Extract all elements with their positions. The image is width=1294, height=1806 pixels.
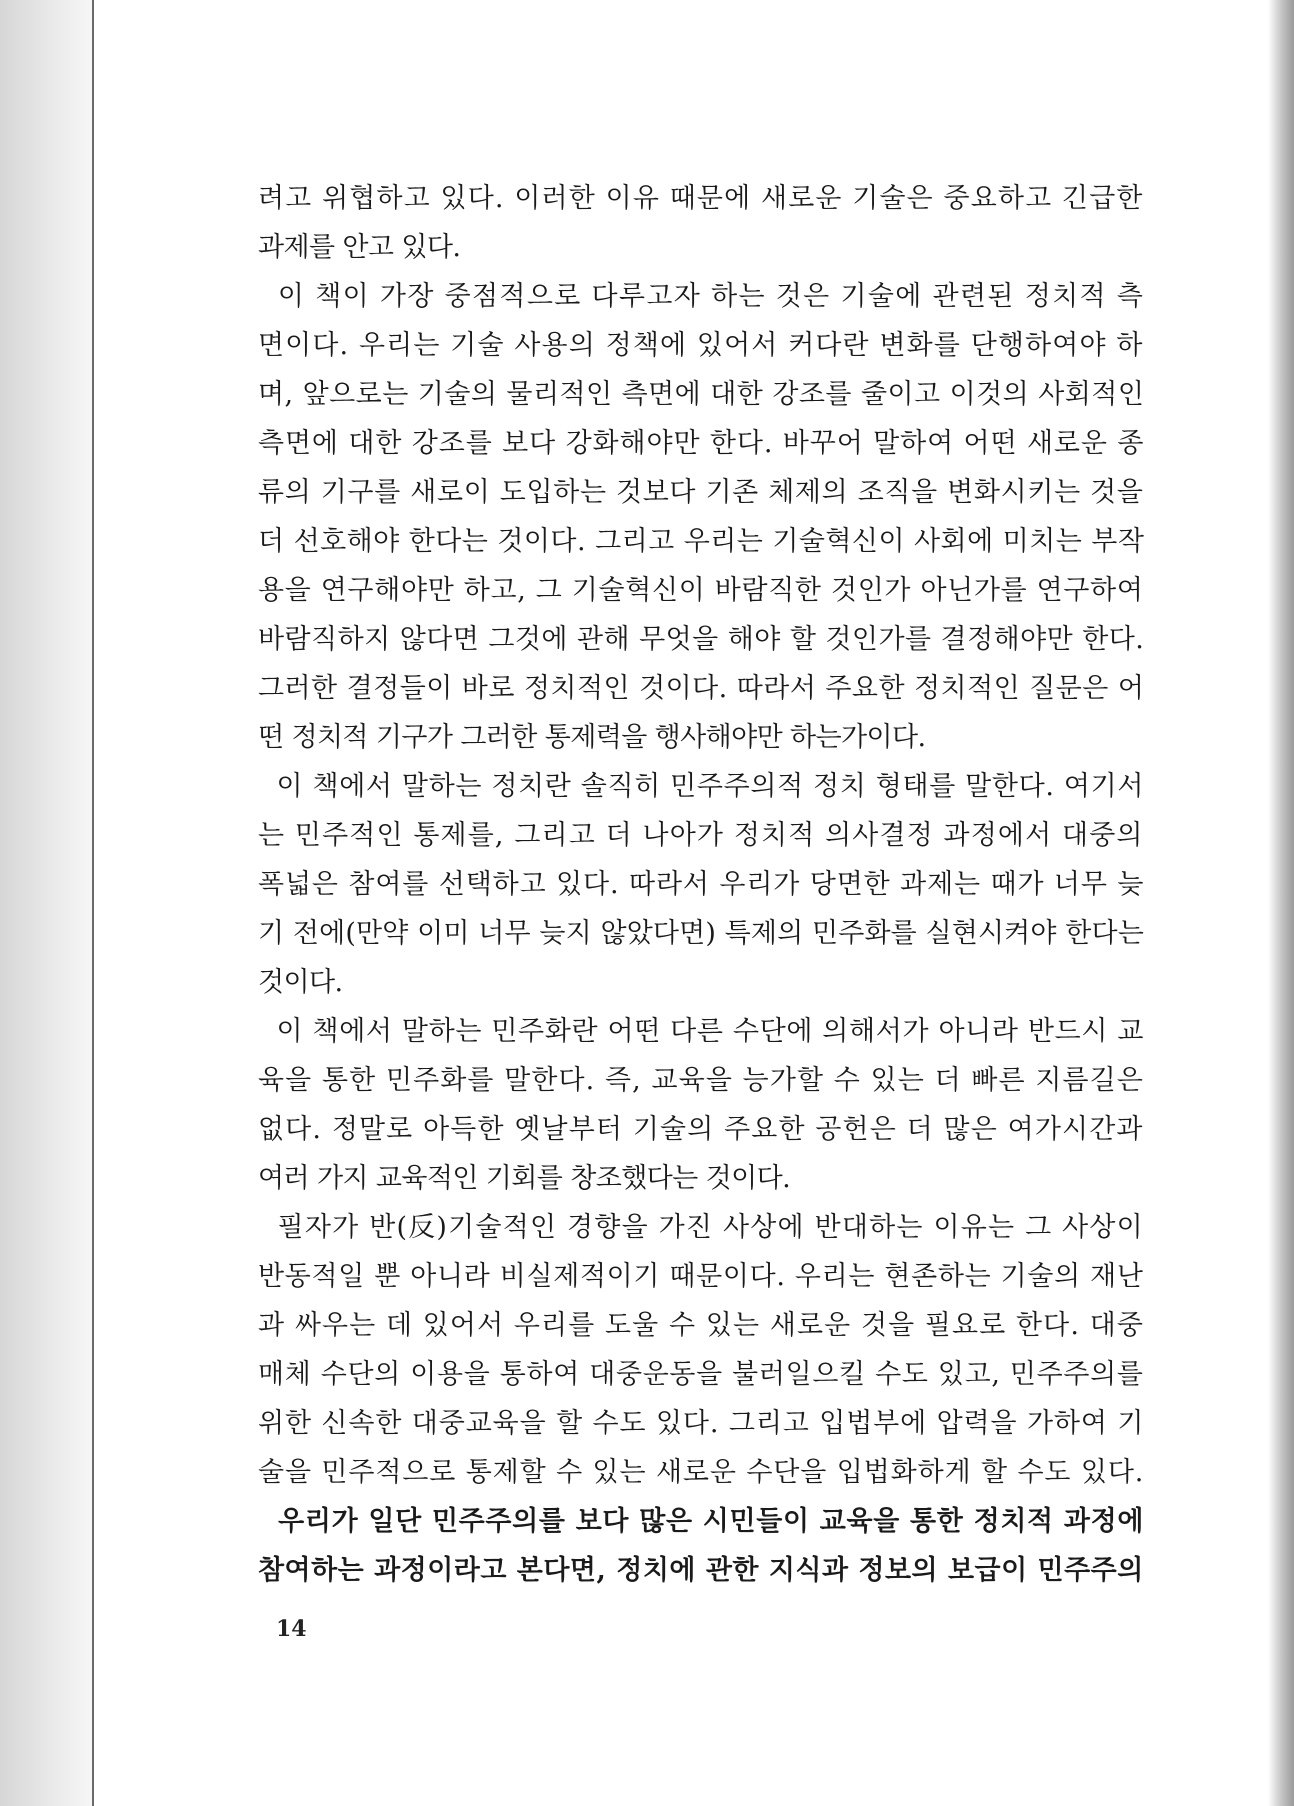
page-edge-shadow <box>1268 0 1294 1806</box>
book-gutter-shadow <box>0 0 92 1806</box>
text-line: 과제를 안고 있다. <box>258 232 461 263</box>
text-line: 려고 위협하고 있다. 이러한 이유 때문에 새로운 기술은 중요하고 긴급한 <box>258 183 1144 214</box>
text-line: 기 전에(만약 이미 너무 늦지 않았다면) 특제의 민주화를 실현시켜야 한다는 <box>258 918 1144 949</box>
page-number: 14 <box>276 1616 307 1642</box>
text-line: 용을 연구해야만 하고, 그 기술혁신이 바람직한 것인가 아닌가를 연구하여 <box>258 575 1144 606</box>
text-line: 바람직하지 않다면 그것에 관해 무엇을 해야 할 것인가를 결정해야만 한다. <box>258 624 1145 655</box>
body-text <box>258 174 1144 1595</box>
text-line: 것이다. <box>258 967 343 998</box>
text-line: 그러한 결정들이 바로 정치적인 것이다. 따라서 주요한 정치적인 질문은 어 <box>258 673 1145 704</box>
text-line: 참여하는 과정이라고 본다면, 정치에 관한 지식과 정보의 보급이 민주주의 <box>258 1555 1144 1586</box>
text-line: 면이다. 우리는 기술 사용의 정책에 있어서 커다란 변화를 단행하여야 하 <box>258 330 1144 361</box>
text-line: 류의 기구를 새로이 도입하는 것보다 기존 체제의 조직을 변화시키는 것을 <box>258 477 1144 508</box>
text-line: 반동적일 뿐 아니라 비실제적이기 때문이다. 우리는 현존하는 기술의 재난 <box>258 1261 1144 1292</box>
text-line: 과 싸우는 데 있어서 우리를 도울 수 있는 새로운 것을 필요로 한다. 대중 <box>258 1310 1144 1341</box>
text-line: 이 책이 가장 중점적으로 다루고자 하는 것은 기술에 관련된 정치적 측 <box>258 281 1145 312</box>
text-line: 위한 신속한 대중교육을 할 수도 있다. 그리고 입법부에 압력을 가하여 기 <box>258 1408 1145 1439</box>
text-line: 더 선호해야 한다는 것이다. 그리고 우리는 기술혁신이 사회에 미치는 부작 <box>258 526 1145 557</box>
text-line: 육을 통한 민주화를 말한다. 즉, 교육을 능가할 수 있는 더 빠른 지름길은 <box>258 1065 1144 1096</box>
text-line: 없다. 정말로 아득한 옛날부터 기술의 주요한 공헌은 더 많은 여가시간과 <box>258 1114 1144 1145</box>
text-line: 이 책에서 말하는 정치란 솔직히 민주주의적 정치 형태를 말한다. 여기서 <box>258 771 1145 802</box>
text-line: 술을 민주적으로 통제할 수 있는 새로운 수단을 입법화하게 할 수도 있다. <box>258 1457 1145 1488</box>
text-line: 는 민주적인 통제를, 그리고 더 나아가 정치적 의사결정 과정에서 대중의 <box>258 820 1144 851</box>
text-line: 여러 가지 교육적인 기회를 창조했다는 것이다. <box>258 1163 791 1194</box>
text-line: 측면에 대한 강조를 보다 강화해야만 한다. 바꾸어 말하여 어떤 새로운 종 <box>258 428 1145 459</box>
text-line: 우리가 일단 민주주의를 보다 많은 시민들이 교육을 통한 정치적 과정에 <box>258 1506 1145 1537</box>
text-line: 떤 정치적 기구가 그러한 통제력을 행사해야만 하는가이다. <box>258 722 926 753</box>
text-line: 매체 수단의 이용을 통하여 대중운동을 불러일으킬 수도 있고, 민주주의를 <box>258 1359 1144 1390</box>
text-line: 폭넓은 참여를 선택하고 있다. 따라서 우리가 당면한 과제는 때가 너무 늦 <box>258 869 1145 900</box>
text-line: 이 책에서 말하는 민주화란 어떤 다른 수단에 의해서가 아니라 반드시 교 <box>258 1016 1145 1047</box>
text-line: 필자가 반(反)기술적인 경향을 가진 사상에 반대하는 이유는 그 사상이 <box>258 1212 1144 1243</box>
text-line: 며, 앞으로는 기술의 물리적인 측면에 대한 강조를 줄이고 이것의 사회적인 <box>258 379 1145 410</box>
